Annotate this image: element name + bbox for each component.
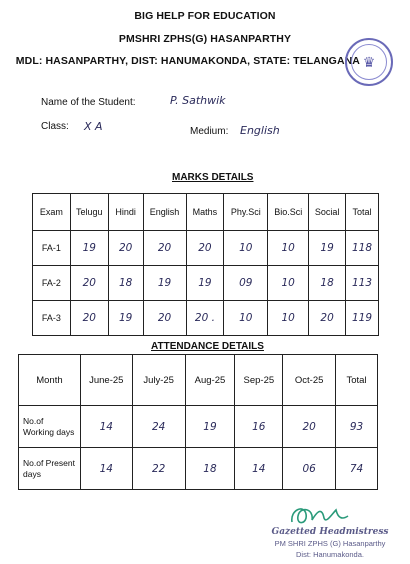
mark-cell: 19 — [108, 301, 143, 336]
present-days-label: No.of Present days — [19, 448, 81, 490]
marks-col-english: English — [143, 194, 186, 231]
marks-col-physci: Phy.Sci — [224, 194, 268, 231]
marks-col-telugu: Telugu — [70, 194, 108, 231]
total-cell: 113 — [346, 266, 379, 301]
mark-cell: 10 — [268, 301, 309, 336]
marks-col-biosci: Bio.Sci — [268, 194, 309, 231]
student-name-label: Name of the Student: — [41, 97, 136, 108]
attendance-title: ATTENDANCE DETAILS — [151, 341, 264, 352]
mark-cell: 20 — [143, 231, 186, 266]
marks-title: MARKS DETAILS — [172, 172, 254, 183]
mark-cell: 20 — [70, 266, 108, 301]
marks-table — [32, 193, 379, 336]
mark-cell: 19 — [143, 266, 186, 301]
exam-cell: FA-3 — [33, 301, 71, 336]
school-seal — [345, 38, 393, 86]
table-row — [33, 231, 379, 266]
marks-col-hindi: Hindi — [108, 194, 143, 231]
att-col-aug: Aug-25 — [185, 355, 235, 406]
mark-cell: 20 — [143, 301, 186, 336]
mark-cell: 10 — [268, 266, 309, 301]
header-line-3: MDL: HASANPARTHY, DIST: HANUMAKONDA, STATE: TELANGANA — [15, 55, 360, 67]
student-name-value: P. Sathwik — [170, 94, 226, 107]
total-cell: 93 — [336, 406, 378, 448]
attendance-header-row — [19, 355, 378, 406]
working-days-label: No.of Working days — [19, 406, 81, 448]
att-col-oct: Oct-25 — [283, 355, 336, 406]
att-col-june: June-25 — [80, 355, 132, 406]
mark-cell: 19 — [70, 231, 108, 266]
mark-cell: 20 — [309, 301, 346, 336]
marks-header-row — [33, 194, 379, 231]
mark-cell: 10 — [224, 231, 268, 266]
total-cell: 74 — [336, 448, 378, 490]
marks-col-social: Social — [309, 194, 346, 231]
table-row — [19, 406, 378, 448]
mark-cell: 18 — [108, 266, 143, 301]
mark-cell: 19 — [309, 231, 346, 266]
table-row — [19, 448, 378, 490]
day-count-cell: 14 — [80, 406, 132, 448]
day-count-cell: 18 — [185, 448, 235, 490]
day-count-cell: 16 — [235, 406, 283, 448]
day-count-cell: 14 — [235, 448, 283, 490]
signature-school: PM SHRI ZPHS (G) Hasanparthy — [274, 539, 386, 548]
mark-cell: 18 — [309, 266, 346, 301]
signature-scribble-icon — [288, 500, 352, 530]
header-line-1: BIG HELP FOR EDUCATION — [134, 10, 276, 22]
signature-district: Dist: Hanumakonda. — [296, 550, 364, 559]
attendance-table — [18, 354, 378, 490]
att-col-sep: Sep-25 — [235, 355, 283, 406]
att-col-month: Month — [19, 355, 81, 406]
total-cell: 119 — [346, 301, 379, 336]
mark-cell: 10 — [224, 301, 268, 336]
day-count-cell: 20 — [283, 406, 336, 448]
exam-cell: FA-2 — [33, 266, 71, 301]
day-count-cell: 22 — [132, 448, 185, 490]
att-col-july: July-25 — [132, 355, 185, 406]
mark-cell: 20 — [186, 231, 224, 266]
header-line-2: PMSHRI ZPHS(G) HASANPARTHY — [118, 33, 292, 45]
marks-col-total: Total — [346, 194, 379, 231]
class-label: Class: — [41, 121, 69, 132]
marks-col-exam: Exam — [33, 194, 71, 231]
day-count-cell: 06 — [283, 448, 336, 490]
emblem-icon: ♛ — [351, 44, 387, 80]
medium-label: Medium: — [190, 126, 229, 137]
mark-cell: 20 . — [186, 301, 224, 336]
total-cell: 118 — [346, 231, 379, 266]
mark-cell: 10 — [268, 231, 309, 266]
mark-cell: 19 — [186, 266, 224, 301]
class-value: X A — [84, 120, 103, 133]
day-count-cell: 14 — [80, 448, 132, 490]
day-count-cell: 19 — [185, 406, 235, 448]
exam-cell: FA-1 — [33, 231, 71, 266]
att-col-total: Total — [336, 355, 378, 406]
mark-cell: 09 — [224, 266, 268, 301]
mark-cell: 20 — [70, 301, 108, 336]
mark-cell: 20 — [108, 231, 143, 266]
day-count-cell: 24 — [132, 406, 185, 448]
table-row — [33, 301, 379, 336]
signature-title: Gazetted Headmistress — [271, 527, 389, 537]
marks-col-maths: Maths — [186, 194, 224, 231]
table-row — [33, 266, 379, 301]
medium-value: English — [240, 124, 280, 137]
